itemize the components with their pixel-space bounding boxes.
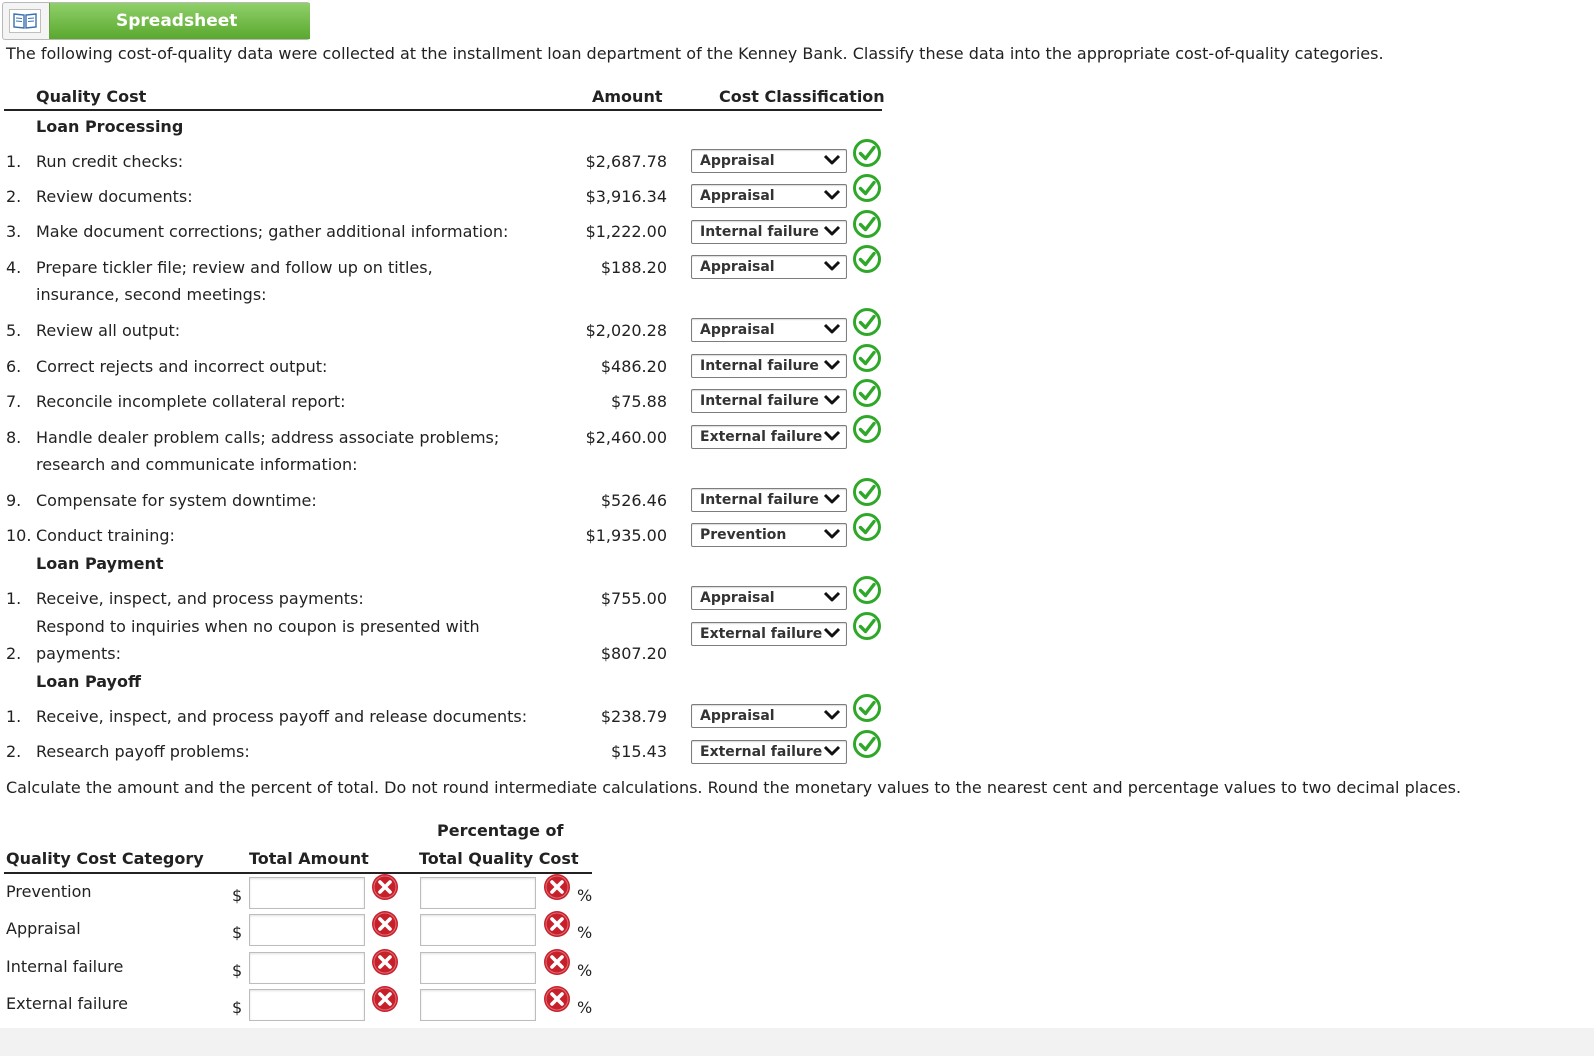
percentage-input[interactable] (420, 989, 536, 1021)
classification-select[interactable] (691, 523, 847, 547)
chevron-down-icon (823, 224, 841, 238)
item-number: 3. (6, 222, 22, 241)
footer-strip (0, 1028, 1594, 1056)
item-description: Prepare tickler file; review and follow up on titles, (36, 258, 433, 277)
correct-check-icon (852, 173, 882, 203)
item-amount: $1,935.00 (585, 526, 667, 545)
item-number: 4. (6, 258, 22, 277)
item-number: 1. (6, 707, 22, 726)
category-label: Appraisal (6, 919, 81, 938)
spreadsheet-title[interactable]: Spreadsheet (49, 3, 310, 39)
spreadsheet-tab[interactable] (2, 2, 310, 40)
item-description-cont: research and communicate information: (36, 455, 358, 474)
classification-select[interactable] (691, 354, 847, 378)
col-quality-cost-category: Quality Cost Category (6, 849, 204, 868)
item-number: 2. (6, 187, 22, 206)
classification-value: Internal failure (700, 393, 819, 409)
correct-check-icon (852, 343, 882, 373)
item-amount: $526.46 (600, 491, 667, 510)
total-amount-input[interactable] (249, 989, 365, 1021)
total-amount-input[interactable] (249, 952, 365, 984)
col-quality-cost: Quality Cost (36, 87, 147, 106)
item-description: Compensate for system downtime: (36, 491, 317, 510)
item-amount: $238.79 (600, 707, 667, 726)
item-amount: $188.20 (600, 258, 667, 277)
incorrect-x-icon (371, 948, 399, 976)
item-amount: $2,687.78 (585, 152, 667, 171)
item-description: Correct rejects and incorrect output: (36, 357, 328, 376)
percentage-input[interactable] (420, 914, 536, 946)
item-amount: $755.00 (600, 589, 667, 608)
item-description: Receive, inspect, and process payoff and release documents: (36, 707, 528, 726)
total-amount-input[interactable] (249, 877, 365, 909)
percent-symbol: % (577, 886, 593, 905)
item-description: Receive, inspect, and process payments: (36, 589, 364, 608)
classification-select[interactable] (691, 149, 847, 173)
classification-value: Appraisal (700, 188, 775, 204)
incorrect-x-icon (543, 985, 571, 1013)
currency-symbol: $ (232, 886, 243, 905)
chevron-down-icon (823, 393, 841, 407)
item-number: 8. (6, 428, 22, 447)
classification-value: External failure (700, 744, 823, 760)
total-amount-input[interactable] (249, 914, 365, 946)
item-description-cont: payments: (36, 644, 121, 663)
classification-select[interactable] (691, 255, 847, 279)
chevron-down-icon (823, 259, 841, 273)
item-number: 2. (6, 644, 22, 663)
col-cost-classification: Cost Classification (719, 87, 885, 106)
item-amount: $807.20 (600, 644, 667, 663)
correct-check-icon (852, 209, 882, 239)
chevron-down-icon (823, 153, 841, 167)
item-amount: $75.88 (611, 392, 667, 411)
col-pct-line2: Total Quality Cost (419, 849, 579, 868)
classification-value: Prevention (700, 527, 787, 543)
chevron-down-icon (823, 708, 841, 722)
classification-select[interactable] (691, 184, 847, 208)
item-description: Handle dealer problem calls; address associate problems; (36, 428, 500, 447)
item-number: 7. (6, 392, 22, 411)
classification-value: Appraisal (700, 153, 775, 169)
col-pct-line1: Percentage of (437, 821, 564, 840)
category-label: Prevention (6, 882, 92, 901)
item-amount: $486.20 (600, 357, 667, 376)
chevron-down-icon (823, 322, 841, 336)
classification-select[interactable] (691, 740, 847, 764)
col-total-amount: Total Amount (249, 849, 369, 868)
classification-value: Internal failure (700, 358, 819, 374)
classification-value: Appraisal (700, 708, 775, 724)
classification-value: External failure (700, 429, 823, 445)
incorrect-x-icon (371, 910, 399, 938)
item-description: Reconcile incomplete collateral report: (36, 392, 346, 411)
section-loan-processing: Loan Processing (36, 117, 184, 136)
classification-select[interactable] (691, 488, 847, 512)
correct-check-icon (852, 512, 882, 542)
percent-symbol: % (577, 923, 593, 942)
correct-check-icon (852, 414, 882, 444)
item-description: Review documents: (36, 187, 193, 206)
item-number: 10. (6, 526, 32, 545)
correct-check-icon (852, 611, 882, 641)
currency-symbol: $ (232, 961, 243, 980)
item-amount: $2,460.00 (585, 428, 667, 447)
item-number: 2. (6, 742, 22, 761)
item-number: 1. (6, 589, 22, 608)
classification-select[interactable] (691, 425, 847, 449)
chevron-down-icon (823, 492, 841, 506)
correct-check-icon (852, 693, 882, 723)
item-amount: $15.43 (611, 742, 667, 761)
item-description-cont: insurance, second meetings: (36, 285, 267, 304)
item-description: Conduct training: (36, 526, 175, 545)
item-description: Review all output: (36, 321, 181, 340)
classification-value: Appraisal (700, 322, 775, 338)
currency-symbol: $ (232, 998, 243, 1017)
incorrect-x-icon (371, 985, 399, 1013)
correct-check-icon (852, 477, 882, 507)
percent-symbol: % (577, 998, 593, 1017)
percentage-input[interactable] (420, 877, 536, 909)
item-amount: $2,020.28 (585, 321, 667, 340)
header-rule (4, 109, 882, 111)
classification-select[interactable] (691, 586, 847, 610)
percent-symbol: % (577, 961, 593, 980)
correct-check-icon (852, 244, 882, 274)
chevron-down-icon (823, 188, 841, 202)
correct-check-icon (852, 138, 882, 168)
percentage-input[interactable] (420, 952, 536, 984)
item-description: Make document corrections; gather additional information: (36, 222, 509, 241)
classification-select[interactable] (691, 704, 847, 728)
correct-check-icon (852, 729, 882, 759)
classification-select[interactable] (691, 389, 847, 413)
item-amount: $3,916.34 (585, 187, 667, 206)
incorrect-x-icon (543, 873, 571, 901)
calculation-instructions: Calculate the amount and the percent of total. Do not round intermediate calculations. Round the monetary values to the nearest cent and percentage values to two decimal places. (6, 778, 1462, 797)
classification-select[interactable] (691, 622, 847, 646)
item-description: Run credit checks: (36, 152, 184, 171)
item-description: Research payoff problems: (36, 742, 250, 761)
classification-select[interactable] (691, 220, 847, 244)
incorrect-x-icon (543, 910, 571, 938)
chevron-down-icon (823, 626, 841, 640)
category-label: External failure (6, 994, 129, 1013)
section-loan-payoff: Loan Payoff (36, 672, 141, 691)
chevron-down-icon (823, 429, 841, 443)
item-number: 5. (6, 321, 22, 340)
classification-value: Appraisal (700, 259, 775, 275)
chevron-down-icon (823, 744, 841, 758)
correct-check-icon (852, 575, 882, 605)
summary-header-rule (4, 872, 592, 874)
incorrect-x-icon (371, 873, 399, 901)
classification-value: External failure (700, 626, 823, 642)
correct-check-icon (852, 378, 882, 408)
chevron-down-icon (823, 527, 841, 541)
currency-symbol: $ (232, 923, 243, 942)
item-description: Respond to inquiries when no coupon is presented with (36, 617, 480, 636)
book-icon (9, 9, 41, 33)
section-loan-payment: Loan Payment (36, 554, 164, 573)
classification-value: Appraisal (700, 590, 775, 606)
chevron-down-icon (823, 590, 841, 604)
item-number: 9. (6, 491, 22, 510)
item-number: 1. (6, 152, 22, 171)
correct-check-icon (852, 307, 882, 337)
item-amount: $1,222.00 (585, 222, 667, 241)
classification-value: Internal failure (700, 492, 819, 508)
classification-select[interactable] (691, 318, 847, 342)
classification-value: Internal failure (700, 224, 819, 240)
incorrect-x-icon (543, 948, 571, 976)
item-number: 6. (6, 357, 22, 376)
intro-text: The following cost-of-quality data were collected at the installment loan department of the Kenney Bank. Classify these data into the appropriate cost-of-quality categories. (6, 44, 1384, 63)
chevron-down-icon (823, 358, 841, 372)
col-amount: Amount (592, 87, 663, 106)
category-label: Internal failure (6, 957, 124, 976)
